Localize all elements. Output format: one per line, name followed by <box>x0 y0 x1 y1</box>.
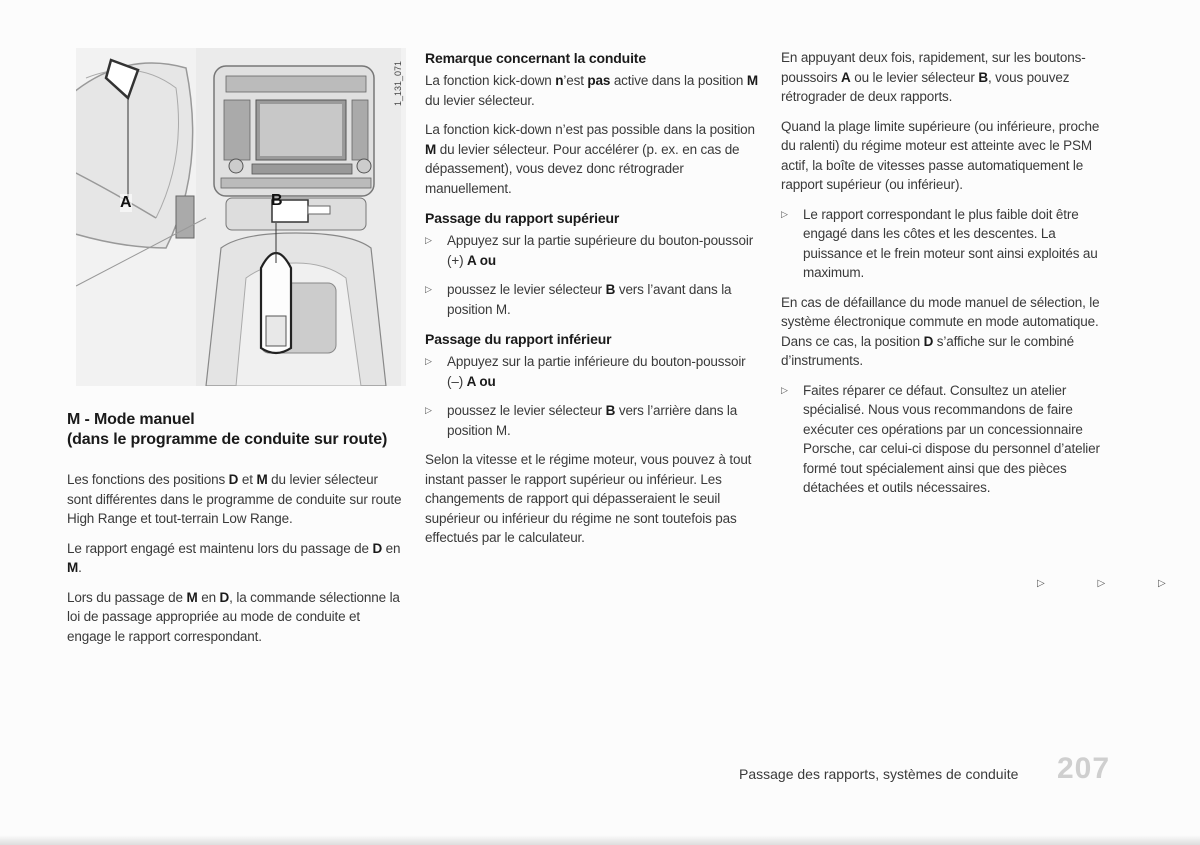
paragraph: Le rapport engagé est maintenu lors du passage de D en M. <box>67 540 401 575</box>
page-edge-shadow <box>0 835 1200 845</box>
paragraph: La fonction kick-down n’est pas possible dans la position M du levier sélecteur. Pour accélérer (p. ex. en cas de dépassement), vous devez donc rétrograder manuellement. <box>425 122 755 196</box>
subheading: Remarque concernant la conduite <box>425 50 646 66</box>
paragraph: En cas de défaillance du mode manuel de sélection, le système électronique commute en mode automatique. <box>781 294 1100 329</box>
section-title-line2: (dans le programme de conduite sur route) <box>67 431 388 448</box>
bullet-arrow-icon: ▷ <box>781 384 788 395</box>
console-drawing <box>76 48 406 386</box>
subheading: Passage du rapport inférieur <box>425 331 612 347</box>
paragraph: La fonction kick-down n’est pas active dans la position M du levier sélecteur. <box>425 73 758 108</box>
figure-code-text: 1_131_071 <box>393 60 403 106</box>
paragraph: Lors du passage de M en D, la commande sélectionne la loi de passage appropriée au mode de conduite et engage le rapport correspondant. <box>67 589 400 644</box>
list-item: ▷ Appuyez sur la partie inférieure du bouton-poussoir (–) A ou <box>425 354 746 389</box>
page-number: 207 <box>1057 752 1111 785</box>
paragraph: Dans ce cas, la position D s’affiche sur le combiné d’instruments. <box>781 333 1075 368</box>
section-title-line1: M - Mode manuel <box>67 411 195 428</box>
paragraph: Les fonctions des positions D et M du levier sélecteur sont différentes dans le programme de conduite sur route High Range et tout-terrain Low Range. <box>67 472 402 526</box>
figure-code <box>391 48 405 108</box>
column-middle <box>425 48 760 558</box>
column-left <box>67 410 402 656</box>
subheading: Passage du rapport supérieur <box>425 210 620 226</box>
figure-label-b: B <box>271 192 283 209</box>
section-title <box>67 410 402 450</box>
figure-label-a: A <box>120 194 132 211</box>
list-item: ▷ poussez le levier sélecteur B vers l’avant dans la position M. <box>425 282 732 317</box>
paragraph: En appuyant deux fois, rapidement, sur les boutons-poussoirs A ou le levier sélecteur B, vous pouvez rétrograder de deux rapports. <box>781 50 1086 104</box>
column-right <box>781 48 1116 508</box>
footer-section-title: Passage des rapports, systèmes de conduite <box>739 766 1019 782</box>
bullet-arrow-icon: ▷ <box>425 284 432 294</box>
continued-arrows-icon: ▷ ▷ ▷ <box>1037 578 1191 589</box>
list-item: ▷ Appuyez sur la partie supérieure du bouton-poussoir (+) A ou <box>425 233 754 268</box>
list-item: ▷ poussez le levier sélecteur B vers l’arrière dans la position M. <box>425 403 738 438</box>
bullet-arrow-icon: ▷ <box>781 208 788 219</box>
list-item: ▷ Le rapport correspondant le plus faible doit être engagé dans les côtes et les descentes. La puissance et le frein moteur sont ainsi exploités au maximum. <box>781 206 1098 280</box>
list-item: ▷ Faites réparer ce défaut. Consultez un atelier spécialisé. Nous vous recommandons de faire exécuter ces opérations par un concessionnaire Porsche, car celui-ci dispose du personnel d’atelier formé tout spécialement ainsi que des pièces détachées et outils nécessaires. <box>781 382 1100 495</box>
gear-selector-illustration <box>76 48 406 386</box>
paragraph: Quand la plage limite supérieure (ou inférieure, proche du ralenti) du régime moteur est atteinte avec le PSM actif, la boîte de vitesses passe automatiquement le rapport supérieur (ou inférieur). <box>781 118 1100 192</box>
bullet-arrow-icon: ▷ <box>425 356 432 366</box>
bullet-arrow-icon: ▷ <box>425 235 432 245</box>
bullet-arrow-icon: ▷ <box>425 405 432 415</box>
paragraph: Selon la vitesse et le régime moteur, vous pouvez à tout instant passer le rapport supérieur ou inférieur. Les changements de rapport qui dépasseraient le seuil supérieur ou inférieur du régime ne sont toutefois pas effectués par le calculateur. <box>425 452 752 545</box>
